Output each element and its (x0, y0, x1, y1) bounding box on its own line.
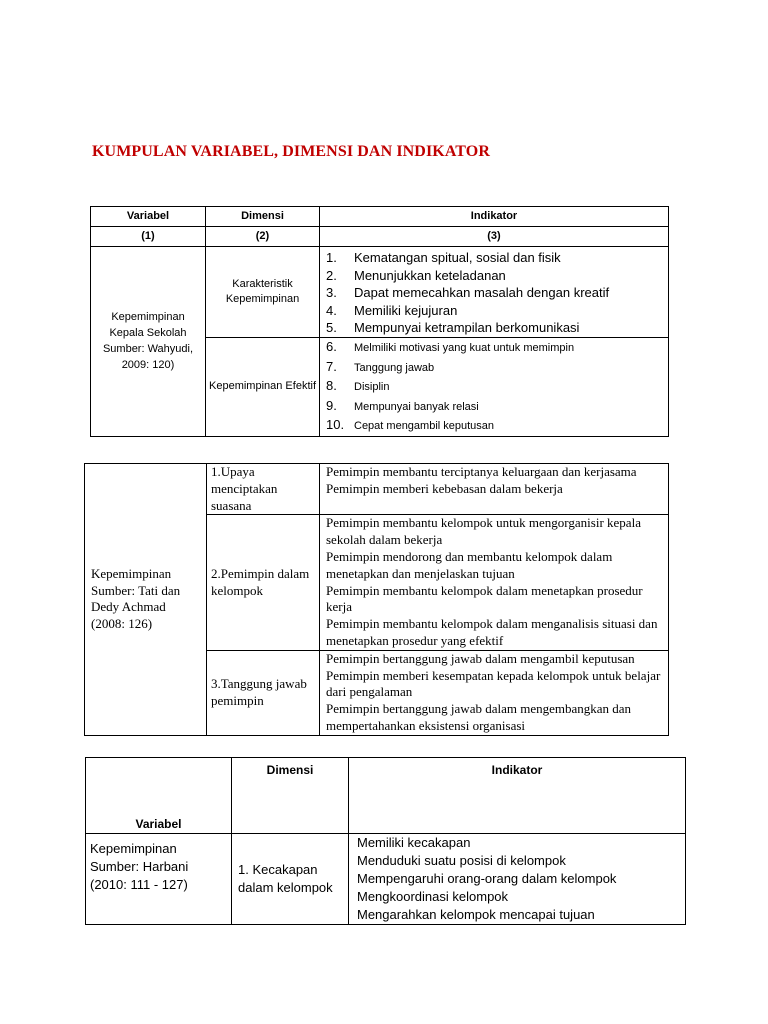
list-item: Pemimpin memberi kesempatan kepada kelompok untuk belajar dari pengalaman (326, 667, 661, 700)
table-row (85, 464, 669, 515)
list-item: 1. Kematangan spitual, sosial dan fisik (326, 250, 561, 265)
header-variabel: Variabel (91, 207, 206, 227)
header-variabel: Variabel (86, 758, 232, 834)
table-header-row (86, 758, 686, 834)
indicator-cell (349, 834, 686, 925)
dimension-cell: 1. Kecakapan dalam kelompok (232, 834, 349, 925)
list-item: 7. Tanggung jawab (326, 358, 435, 374)
header-indikator: Indikator (349, 758, 686, 834)
list-item: 5. Mempunyai ketrampilan berkomunikasi (326, 320, 580, 336)
indicator-cell (320, 464, 669, 515)
number-2: (2) (206, 227, 320, 247)
list-item: 4. Memiliki kejujuran (326, 302, 458, 318)
variable-cell: Kepemimpinan Kepala Sekolah Sumber: Wahyudi, 2009: 120) (91, 247, 206, 437)
list-item: 8. Disiplin (326, 378, 390, 394)
list-item: 9. Mempunyai banyak relasi (326, 397, 479, 413)
header-dimensi: Dimensi (206, 207, 320, 227)
table-variabel-harbani (85, 757, 686, 925)
variable-cell: Kepemimpinan Sumber: Tati dan Dedy Achmad (2008: 126) (85, 464, 207, 736)
table-row (91, 247, 669, 338)
list-item: Pemimpin bertanggung jawab dalam mengembangkan dan mempertahankan eksistensi organisasi (326, 701, 632, 733)
dimension-cell: Kepemimpinan Efektif (206, 337, 320, 436)
list-item: Pemimpin membantu kelompok dalam menganalisis situasi dan menetapkan prosedur yang efektif (326, 616, 658, 648)
page-title: KUMPULAN VARIABEL, DIMENSI DAN INDIKATOR (92, 143, 490, 160)
list-item: Pemimpin membantu terciptanya keluargaan dan kerjasama (326, 464, 637, 479)
list-item: Pemimpin membantu kelompok untuk mengorganisir kepala sekolah dalam bekerja (326, 515, 641, 548)
list-item: Pemimpin mendorong dan membantu kelompok dalam menetapkan dan menjelaskan tujuan (326, 548, 613, 581)
number-1: (1) (91, 227, 206, 247)
indicator-cell (320, 337, 669, 436)
list-item: 3. Dapat memecahkan masalah dengan kreatif (326, 285, 610, 301)
indicator-cell (320, 515, 669, 650)
table-variabel-tati-dedy (84, 463, 669, 736)
list-item: Menduduki suatu posisi di kelompok (357, 853, 566, 868)
list-item: Mengarahkan kelompok mencapai tujuan (357, 907, 595, 922)
list-item: Pemimpin bertanggung jawab dalam mengambil keputusan (326, 650, 635, 666)
list-item: Mempengaruhi orang-orang dalam kelompok (357, 871, 617, 886)
header-indikator: Indikator (320, 207, 669, 227)
table-number-row (91, 227, 669, 247)
dimension-cell: Karakteristik Kepemimpinan (206, 247, 320, 338)
list-item: 2. Menunjukkan keteladanan (326, 267, 506, 283)
dimension-cell: 1.Upaya menciptakan suasana (207, 464, 320, 515)
list-item: Pemimpin memberi kebebasan dalam bekerja (326, 480, 563, 496)
number-3: (3) (320, 227, 669, 247)
list-item: Mengkoordinasi kelompok (357, 889, 509, 904)
dimension-cell: 3.Tanggung jawab pemimpin (207, 650, 320, 735)
variable-cell: Kepemimpinan Sumber: Harbani (2010: 111 - 127) (86, 834, 232, 925)
indicator-cell (320, 650, 669, 735)
header-dimensi: Dimensi (232, 758, 349, 834)
list-item: Pemimpin membantu kelompok dalam menetapkan prosedur kerja (326, 582, 643, 615)
list-item: 6. Melmiliki motivasi yang kuat untuk memimpin (326, 338, 575, 354)
indicator-cell (320, 247, 669, 338)
table-header-row (91, 207, 669, 227)
list-item: Memiliki kecakapan (357, 835, 471, 850)
table-variabel-wahyudi (90, 206, 669, 437)
table-row (86, 834, 686, 925)
list-item: 10. Cepat mengambil keputusan (326, 417, 495, 433)
dimension-cell: 2.Pemimpin dalam kelompok (207, 515, 320, 650)
